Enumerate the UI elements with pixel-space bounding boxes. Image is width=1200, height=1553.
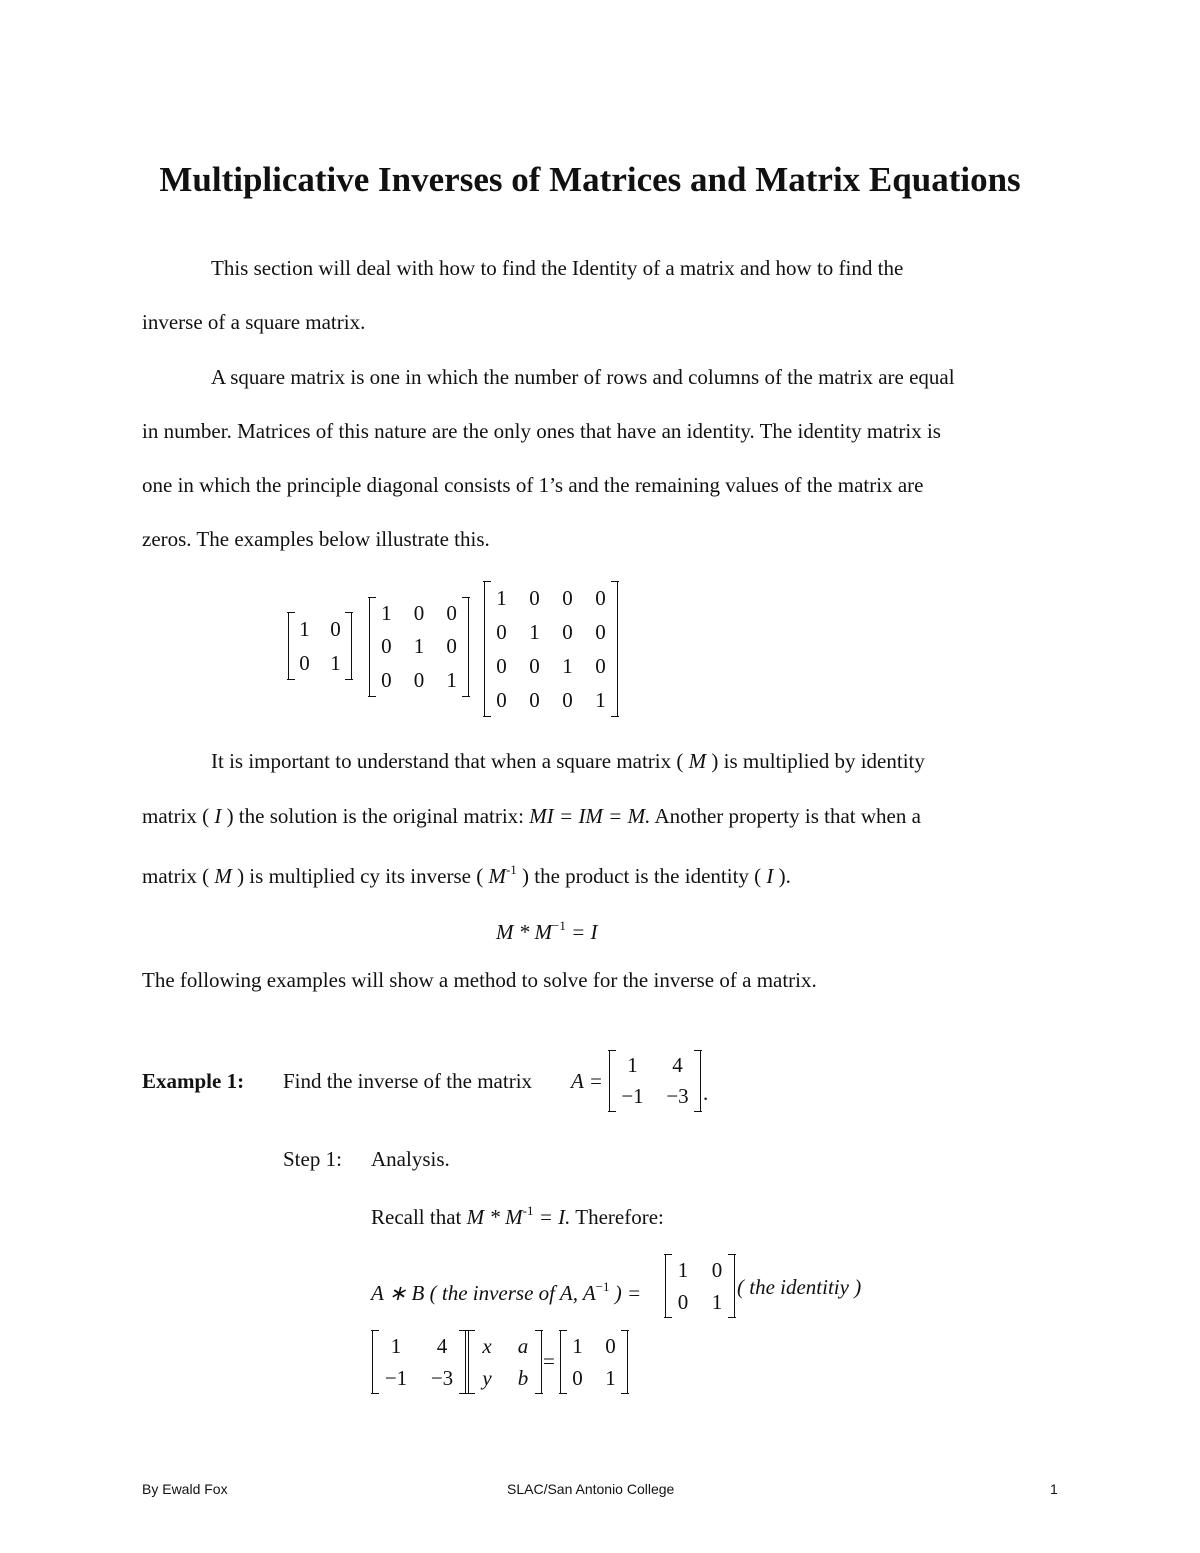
- matrix-cell: 0: [562, 687, 573, 712]
- matrix-cell: 1: [562, 653, 573, 678]
- matrix-cell: 4: [436, 1333, 448, 1358]
- matrix-cell: x: [482, 1333, 492, 1358]
- step-1-text: Analysis.: [371, 1147, 450, 1171]
- matrix-cell: 0: [529, 585, 540, 610]
- superscript: -1: [522, 1203, 534, 1218]
- matrix-cell: 1: [381, 601, 392, 626]
- text-run: ).: [778, 864, 791, 888]
- text-run: ) is multiplied cy its inverse (: [237, 864, 484, 888]
- math-expression: M * M: [496, 920, 552, 944]
- following-text: The following examples will show a method to solve for the inverse of a matrix.: [142, 968, 817, 992]
- matrix-cell: −1: [384, 1365, 408, 1390]
- property-line-1: [211, 734, 925, 788]
- math-equation: MI = IM = M.: [529, 804, 651, 828]
- text-run: It is important to understand that when a square matrix (: [211, 749, 684, 773]
- matrix-cell: 0: [496, 653, 507, 678]
- matrix-cell: 0: [413, 601, 425, 626]
- equals-sign: =: [543, 1349, 555, 1373]
- square-def-line-2: in number. Matrices of this nature are the only ones that have an identity. The identity matrix is: [142, 419, 941, 443]
- matrix-cell: 0: [496, 687, 507, 712]
- text-run: Therefore:: [575, 1205, 664, 1229]
- matrix-b-unknowns: [468, 1330, 542, 1394]
- matrix-cell: 1: [390, 1333, 402, 1358]
- text-run: ) the solution is the original matrix:: [226, 804, 525, 828]
- matrix-cell: 0: [677, 1289, 689, 1314]
- property-line-2: [142, 789, 921, 843]
- matrix-cell: 1: [711, 1289, 723, 1314]
- matrix-cell: y: [482, 1365, 492, 1390]
- inverse-definition-lhs: [371, 1260, 641, 1320]
- recall-line: [371, 1184, 664, 1244]
- matrix-cell: 0: [299, 650, 310, 675]
- matrix-cell: 0: [562, 585, 573, 610]
- text-run: ) the product is the identity (: [522, 864, 762, 888]
- matrix-cell: b: [517, 1365, 529, 1390]
- math-var: M: [214, 864, 232, 888]
- superscript: -1: [505, 862, 517, 877]
- square-def-line-1: A square matrix is one in which the number of rows and columns of the matrix are equal: [211, 365, 955, 389]
- matrix-cell: 1: [677, 1257, 689, 1282]
- inverse-equation: [496, 899, 598, 959]
- text-run: matrix (: [142, 804, 210, 828]
- text-run: matrix (: [142, 864, 210, 888]
- example-1-matrix: [609, 1050, 701, 1112]
- matrix-cell: 0: [605, 1333, 616, 1358]
- matrix-cell: 0: [330, 616, 341, 641]
- identity-matrix-4x4: [484, 581, 618, 717]
- intro-line-2: inverse of a square matrix.: [142, 310, 366, 334]
- matrix-cell: 1: [572, 1333, 583, 1358]
- matrix-cell: 0: [711, 1257, 723, 1282]
- matrix-cell: 0: [413, 667, 425, 692]
- property-line-3: [142, 843, 791, 903]
- identity-matrix-3x3: [369, 597, 469, 697]
- matrix-cell: 1: [299, 616, 310, 641]
- matrix-cell: 0: [529, 687, 540, 712]
- matrix-cell: 0: [529, 653, 540, 678]
- matrix-cell: 0: [446, 634, 457, 659]
- matrix-cell: −3: [430, 1365, 454, 1390]
- matrix-cell: 0: [595, 619, 606, 644]
- example-1-lhs: A =: [571, 1069, 603, 1093]
- math-expression: M * M: [466, 1205, 523, 1229]
- math-expression: A ∗ B ( the inverse of A, A: [371, 1281, 596, 1305]
- math-var: I: [766, 864, 774, 888]
- matrix-cell: 0: [381, 634, 392, 659]
- matrix-cell: −1: [621, 1084, 644, 1108]
- identity-matrix-2x2: [288, 612, 352, 680]
- identity-matrix-eq2: [560, 1330, 628, 1394]
- square-def-line-3: one in which the principle diagonal consists of 1’s and the remaining values of the matrix are: [142, 473, 924, 497]
- intro-line-1: This section will deal with how to find the Identity of a matrix and how to find the: [211, 256, 904, 280]
- math-expression: = I: [571, 920, 598, 944]
- matrix-cell: 1: [496, 585, 507, 610]
- matrix-cell: 0: [572, 1365, 583, 1390]
- math-var: I: [214, 804, 222, 828]
- matrix-cell: −3: [666, 1084, 689, 1108]
- text-run: Recall that: [371, 1205, 462, 1229]
- footer-institution: SLAC/San Antonio College: [507, 1481, 675, 1497]
- identity-matrix-eq1: [665, 1254, 735, 1318]
- matrix-cell: 1: [595, 687, 606, 712]
- matrix-cell: 1: [529, 619, 540, 644]
- matrix-cell: 1: [413, 634, 425, 659]
- matrix-cell: 0: [595, 585, 606, 610]
- footer-author: By Ewald Fox: [142, 1481, 228, 1497]
- matrix-cell: 1: [330, 650, 341, 675]
- matrix-cell: 0: [446, 601, 457, 626]
- example-1-text: Find the inverse of the matrix: [283, 1069, 533, 1093]
- step-1-label: Step 1:: [283, 1147, 342, 1171]
- page-title: Multiplicative Inverses of Matrices and Matrix Equations: [159, 160, 1021, 199]
- matrix-cell: 1: [446, 667, 457, 692]
- matrix-cell: 0: [562, 619, 573, 644]
- superscript: −1: [552, 918, 566, 933]
- matrix-cell: 0: [595, 653, 606, 678]
- example-1-period: .: [703, 1081, 709, 1105]
- matrix-cell: 4: [672, 1053, 683, 1077]
- matrix-cell: 0: [381, 667, 392, 692]
- math-var: M: [488, 864, 506, 888]
- matrix-cell: 1: [627, 1053, 638, 1077]
- text-run: ) is multiplied by identity: [711, 749, 925, 773]
- identity-label: ( the identitiy ): [737, 1275, 862, 1299]
- matrix-cell: 1: [605, 1365, 616, 1390]
- matrix-cell: 0: [496, 619, 507, 644]
- square-def-line-4: zeros. The examples below illustrate this.: [142, 527, 490, 551]
- math-expression: ) =: [609, 1281, 642, 1305]
- matrix-cell: a: [517, 1333, 529, 1358]
- example-1-label: Example 1:: [142, 1069, 245, 1093]
- math-expression: = I.: [538, 1205, 571, 1229]
- footer-page-number: 1: [1050, 1481, 1058, 1497]
- matrix-a: [372, 1330, 466, 1394]
- superscript: −1: [595, 1279, 610, 1294]
- text-run: Another property is that when a: [654, 804, 921, 828]
- math-var: M: [688, 749, 707, 773]
